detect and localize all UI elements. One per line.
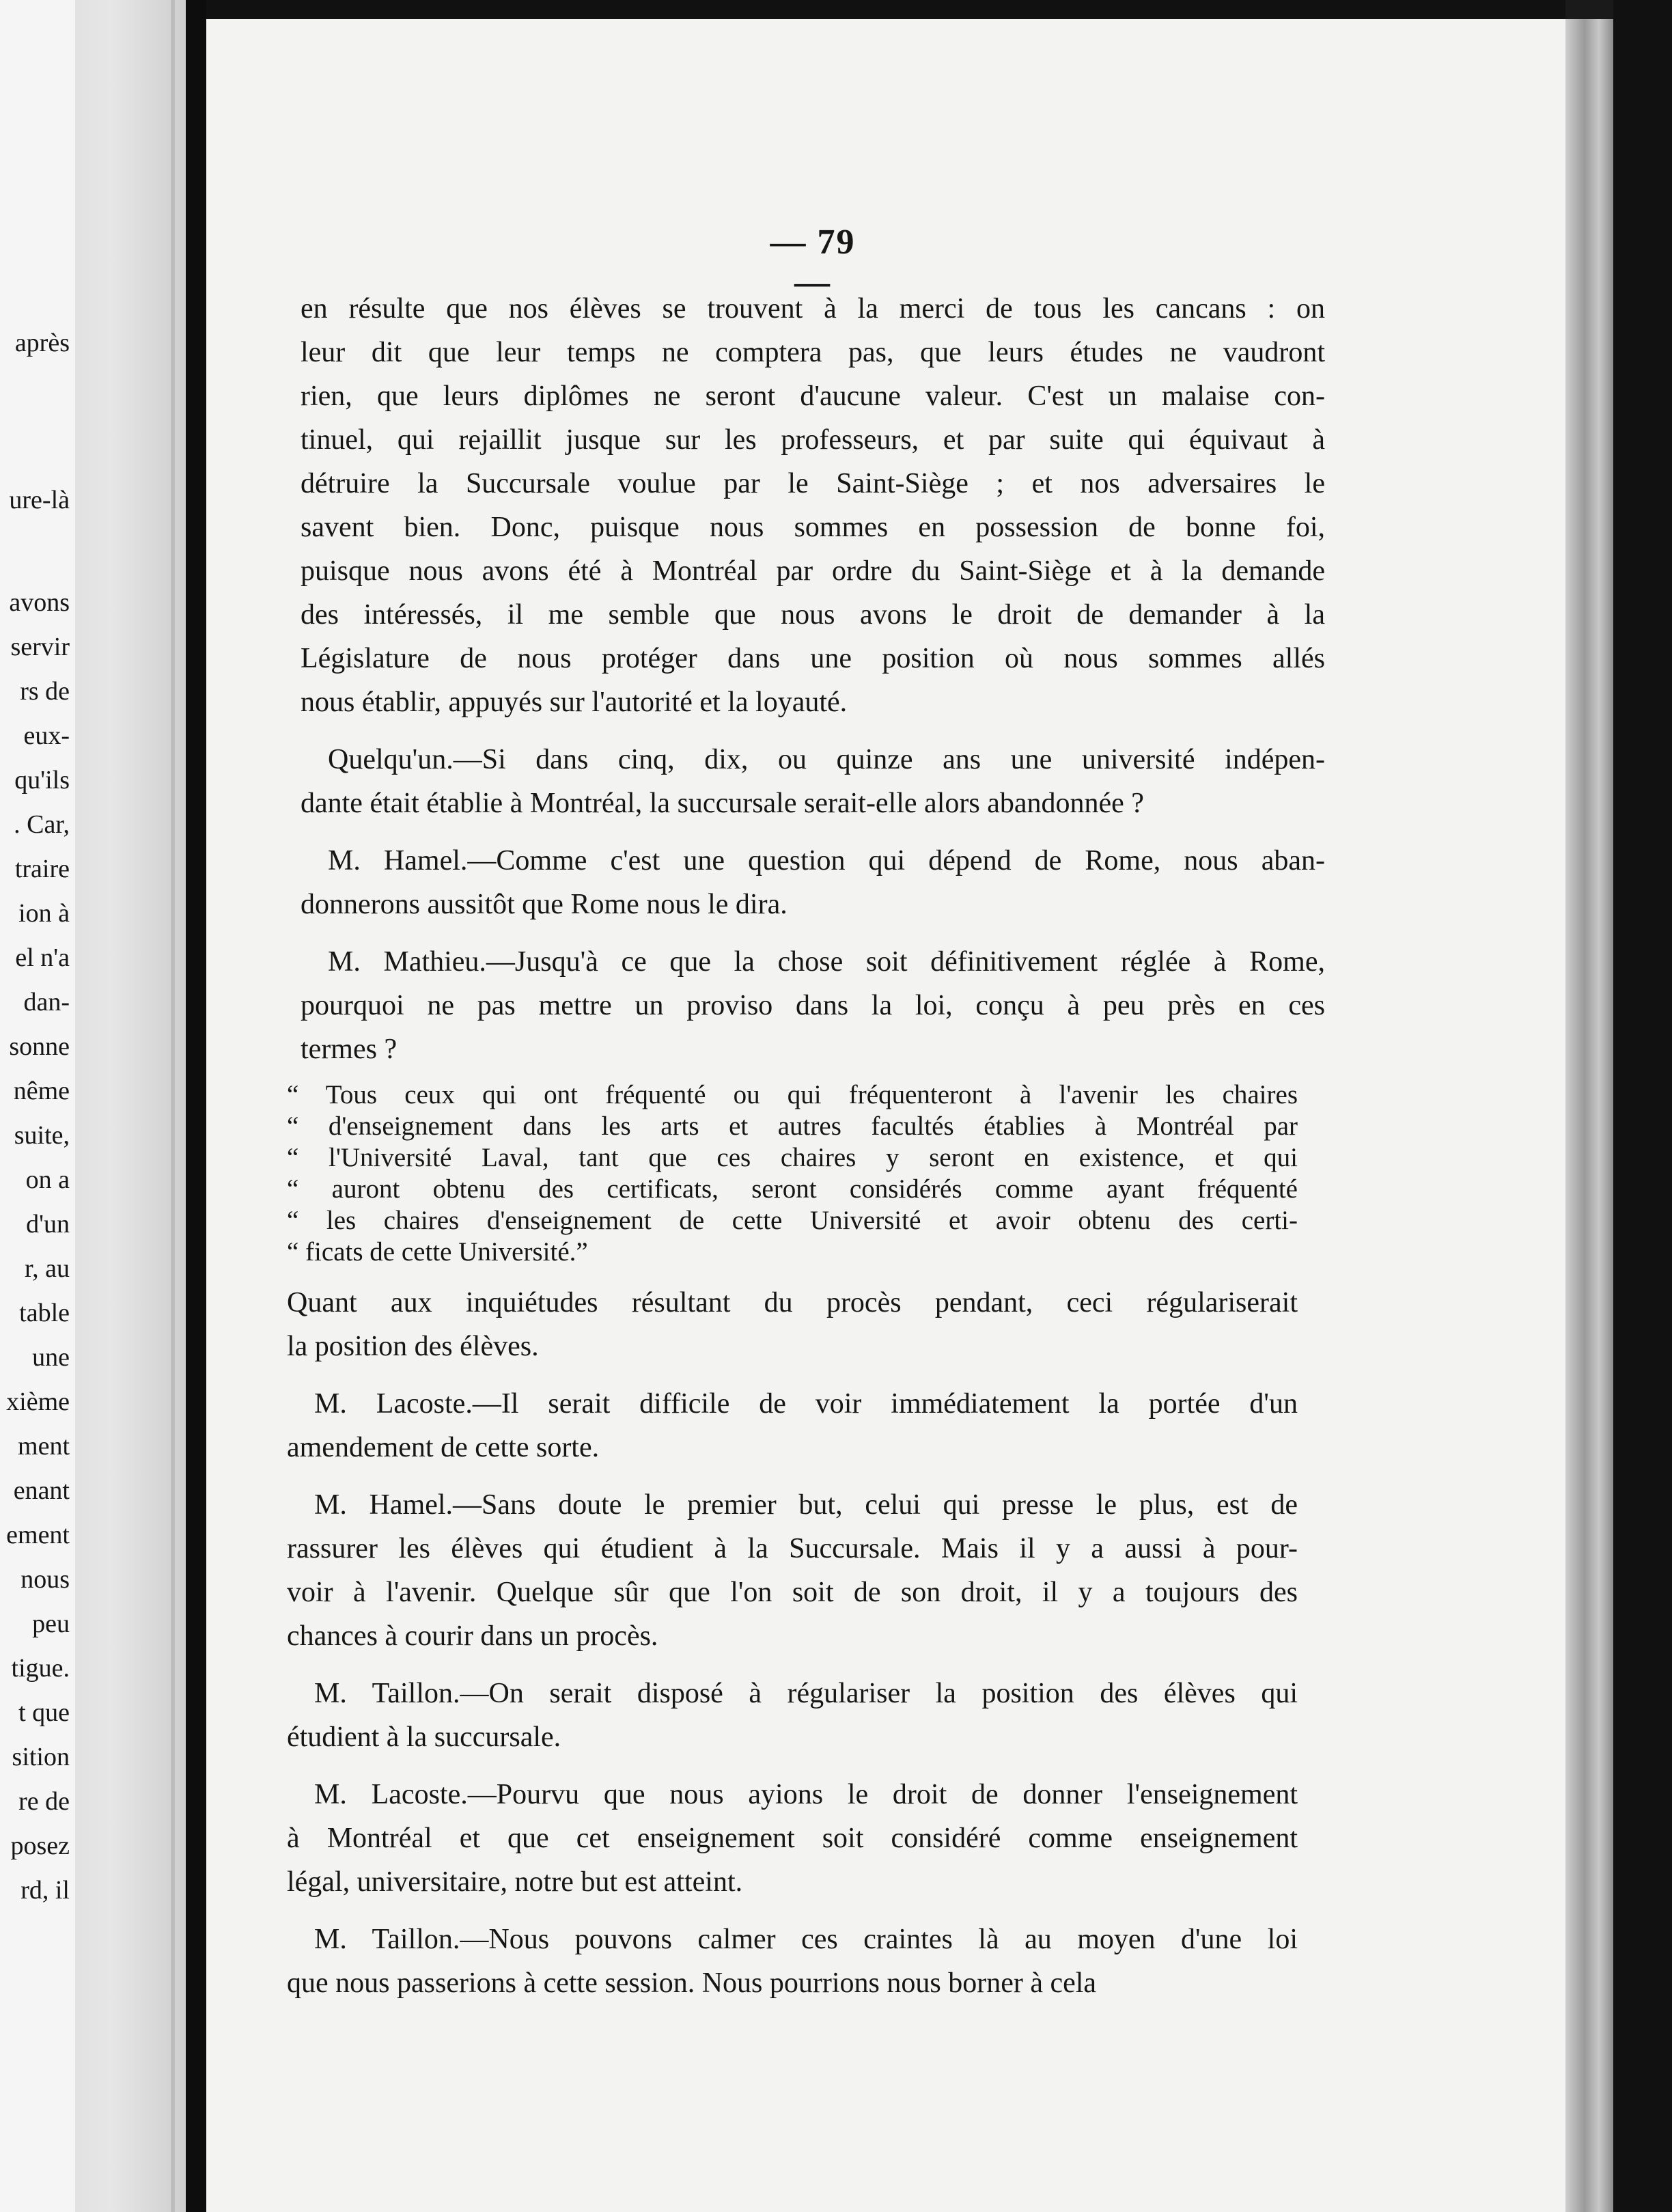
facing-page-fragment: traire xyxy=(14,855,70,883)
facing-page-fragment: el n'a xyxy=(15,943,70,972)
page-number: — 79 — xyxy=(770,223,856,302)
facing-page-fragment: après xyxy=(14,329,70,357)
text-line: savent bien. Donc, puisque nous sommes en possession de bonne foi, xyxy=(301,512,1325,543)
text-line: M. Hamel.—Comme c'est une question qui dépend de Rome, nous aban- xyxy=(328,845,1325,876)
facing-page-fragment: r, au xyxy=(25,1254,70,1283)
text-line: puisque nous avons été à Montréal par ordre du Saint-Siège et à la demande xyxy=(301,555,1325,587)
body-text-upper xyxy=(301,287,1325,1071)
facing-page-fragment: suite, xyxy=(14,1121,70,1150)
text-line: à Montréal et que cet enseignement soit considéré comme enseignement xyxy=(287,1823,1298,1854)
facing-page-fragment: qu'ils xyxy=(14,766,70,794)
facing-page-fragment: nous xyxy=(20,1565,70,1594)
facing-page-fragment: peu xyxy=(32,1609,70,1638)
text-line: détruire la Succursale voulue par le Saint-Siège ; et nos adversaires le xyxy=(301,468,1325,499)
quote-line: “ d'enseignement dans les arts et autres facultés établies à Montréal par xyxy=(287,1111,1298,1141)
text-line: voir à l'avenir. Quelque sûr que l'on soit de son droit, il y a toujours des xyxy=(287,1577,1298,1608)
facing-page-fragment: d'un xyxy=(26,1210,70,1239)
body-text-lower xyxy=(287,1281,1298,2005)
facing-page-fragment: table xyxy=(19,1299,70,1327)
proviso-quote xyxy=(287,1079,1298,1268)
facing-page-fragment: rs de xyxy=(20,677,70,706)
text-line: M. Hamel.—Sans doute le premier but, celui qui presse le plus, est de xyxy=(314,1489,1298,1521)
text-line: pourquoi ne pas mettre un proviso dans la loi, conçu à peu près en ces xyxy=(301,990,1325,1021)
text-line: étudient à la succursale. xyxy=(287,1722,561,1753)
text-line: rien, que leurs diplômes ne seront d'aucune valeur. C'est un malaise con- xyxy=(301,381,1325,412)
text-line: M. Lacoste.—Il serait difficile de voir immédiatement la portée d'un xyxy=(314,1388,1298,1420)
page-edge xyxy=(171,0,175,2212)
quote-line: “ Tous ceux qui ont fréquenté ou qui fréquenteront à l'avenir les chaires xyxy=(287,1080,1298,1109)
facing-page-fragment: nême xyxy=(13,1077,70,1105)
text-line: légal, universitaire, notre but est atteint. xyxy=(287,1866,743,1898)
facing-page-fragment: . Car, xyxy=(14,810,70,839)
text-line: que nous passerions à cette session. Nous pourrions nous borner à cela xyxy=(287,1967,1097,1999)
book-gutter xyxy=(186,0,206,2212)
facing-page-fragment: ion à xyxy=(18,899,70,928)
text-line: M. Taillon.—On serait disposé à régulariser la position des élèves qui xyxy=(314,1678,1298,1709)
facing-page-fragment: avons xyxy=(9,588,70,617)
text-line: leur dit que leur temps ne comptera pas, que leurs études ne vaudront xyxy=(301,337,1325,368)
text-line: amendement de cette sorte. xyxy=(287,1432,600,1463)
text-line: chances à courir dans un procès. xyxy=(287,1620,658,1652)
text-line: Quant aux inquiétudes résultant du procès pendant, ceci régulariserait xyxy=(287,1287,1298,1318)
text-line: Législature de nous protéger dans une position où nous sommes allés xyxy=(301,643,1325,674)
quote-line: “ ficats de cette Université.” xyxy=(287,1237,588,1267)
facing-page-text xyxy=(0,0,75,2212)
facing-page-fragment: tigue. xyxy=(11,1654,70,1683)
text-line: M. Taillon.—Nous pouvons calmer ces craintes là au moyen d'une loi xyxy=(314,1924,1298,1955)
text-line: en résulte que nos élèves se trouvent à la merci de tous les cancans : on xyxy=(301,293,1325,324)
quote-line: “ les chaires d'enseignement de cette Université et avoir obtenu des certi- xyxy=(287,1206,1298,1235)
text-line: donnerons aussitôt que Rome nous le dira. xyxy=(301,889,788,920)
text-line: dante était établie à Montréal, la succursale serait-elle alors abandonnée ? xyxy=(301,788,1144,819)
text-line: rassurer les élèves qui étudient à la Succursale. Mais il y a aussi à pour- xyxy=(287,1533,1298,1564)
facing-page-fragment: ement xyxy=(6,1521,70,1549)
text-line: M. Lacoste.—Pourvu que nous ayions le droit de donner l'enseignement xyxy=(314,1779,1298,1810)
facing-page-fragment: enant xyxy=(13,1476,70,1505)
facing-page-fragment: re de xyxy=(18,1787,70,1816)
page-stack-edge xyxy=(1565,19,1613,2212)
text-line: M. Mathieu.—Jusqu'à ce que la chose soit définitivement réglée à Rome, xyxy=(328,946,1325,978)
facing-page-fragment: sonne xyxy=(9,1032,70,1061)
facing-page-fragment: dan- xyxy=(23,988,70,1017)
text-line: des intéressés, il me semble que nous avons le droit de demander à la xyxy=(301,599,1325,631)
facing-page-fragment: posez xyxy=(10,1831,70,1860)
facing-page-fragment: une xyxy=(32,1343,70,1372)
facing-page-fragment: servir xyxy=(10,633,70,661)
quote-line: “ auront obtenu des certificats, seront considérés comme ayant fréquenté xyxy=(287,1174,1298,1204)
facing-page-fragment: on a xyxy=(25,1165,70,1194)
facing-page-fragment: rd, il xyxy=(20,1876,70,1905)
text-line: tinuel, qui rejaillit jusque sur les professeurs, et par suite qui équivaut à xyxy=(301,424,1325,456)
text-line: la position des élèves. xyxy=(287,1331,539,1362)
text-line: nous établir, appuyés sur l'autorité et la loyauté. xyxy=(301,687,848,718)
facing-page xyxy=(0,0,186,2212)
text-line: termes ? xyxy=(301,1034,398,1065)
facing-page-fragment: t que xyxy=(18,1698,70,1727)
scan-border-top xyxy=(206,0,1565,19)
facing-page-fragment: ment xyxy=(18,1432,70,1461)
scan-border-right xyxy=(1613,0,1672,2212)
text-line: Quelqu'un.—Si dans cinq, dix, ou quinze ans une université indépen- xyxy=(328,744,1325,775)
facing-page-fragment: eux- xyxy=(23,721,70,750)
facing-page-fragment: ure-là xyxy=(9,486,70,514)
facing-page-fragment: xième xyxy=(6,1387,70,1416)
quote-line: “ l'Université Laval, tant que ces chaires y seront en existence, et qui xyxy=(287,1143,1298,1172)
facing-page-fragment: sition xyxy=(12,1743,70,1771)
